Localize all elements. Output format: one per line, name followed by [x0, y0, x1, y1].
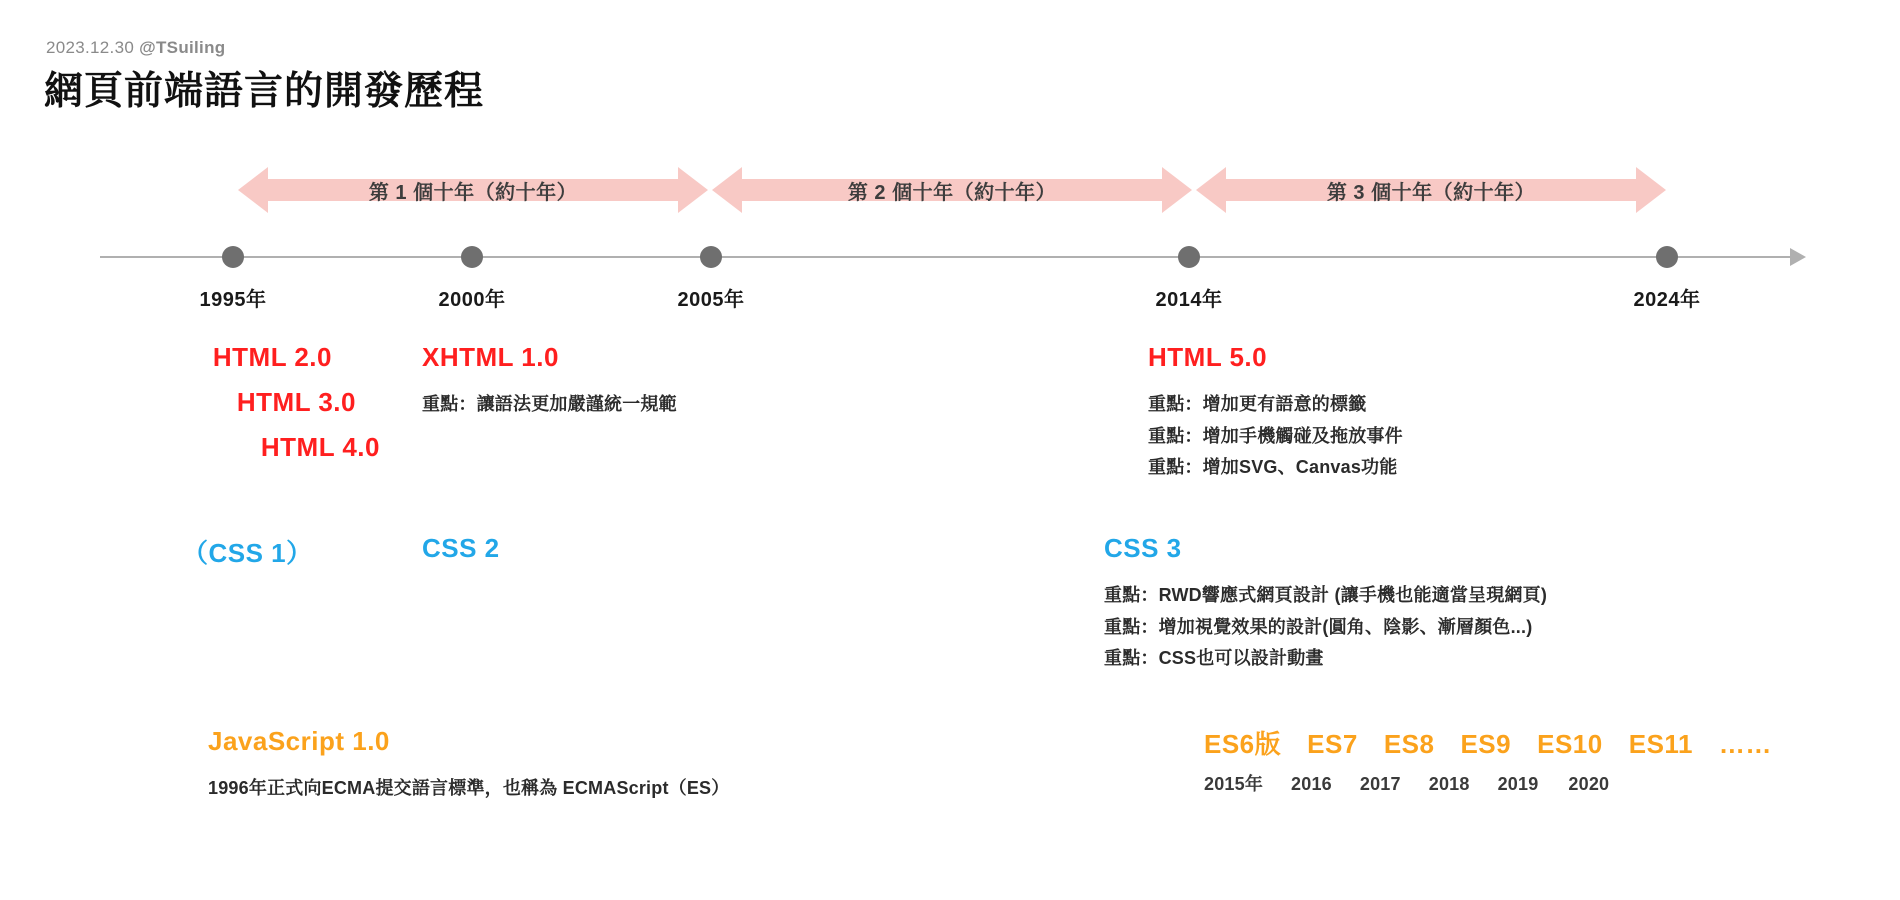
es-version-label: ES10 [1537, 729, 1603, 759]
timeline-year-label: 2005年 [677, 289, 745, 311]
decade-band-3 [1196, 165, 1666, 215]
css3-note: 重點：增加視覺效果的設計(圓角、陰影、漸層顏色...) [1104, 616, 1533, 637]
html5-version-label: HTML 5.0 [1148, 342, 1268, 372]
css3-label: CSS 3 [1104, 533, 1182, 563]
decade-band-2 [712, 165, 1192, 215]
timeline-dot [461, 246, 483, 268]
html5-note: 重點：增加手機觸碰及拖放事件 [1148, 425, 1403, 446]
css2-group [422, 533, 500, 564]
timeline-arrow-icon [1790, 248, 1806, 266]
css3-note: 重點：CSS也可以設計動畫 [1104, 648, 1324, 668]
javascript-group [208, 726, 729, 805]
es-year-label: 2017 [1359, 774, 1401, 794]
es-year-label: 2020 [1568, 774, 1610, 794]
meta-date: 2023.12.30 [46, 38, 135, 57]
es-version-row [1204, 724, 1772, 761]
timeline-year-label: 2000年 [438, 289, 506, 311]
xhtml-note: 重點：讓語法更加嚴謹統一規範 [422, 394, 677, 414]
javascript-version-label: JavaScript 1.0 [208, 726, 390, 756]
html-version-label: HTML 4.0 [260, 432, 380, 462]
css2-label: CSS 2 [422, 533, 500, 563]
timeline-year-label: 2014年 [1155, 289, 1223, 311]
css1-group [182, 533, 313, 570]
css3-note: 重點：RWD響應式網頁設計 (讓手機也能適當呈現網頁) [1104, 585, 1548, 605]
css3-group [1104, 533, 1547, 675]
timeline-dot [700, 246, 722, 268]
es-year-row [1204, 770, 1609, 796]
timeline-year-label: 1995年 [199, 289, 267, 311]
page-title: 網頁前端語言的開發歷程 [44, 70, 485, 113]
timeline-dot [1178, 246, 1200, 268]
es-version-label: ES9 [1460, 729, 1512, 759]
css1-label: （CSS 1） [182, 538, 313, 568]
timeline-dot [222, 246, 244, 268]
es-version-label: ES7 [1307, 729, 1358, 759]
xhtml-2000-group [422, 342, 677, 421]
html-version-label: HTML 3.0 [236, 387, 356, 417]
timeline-year-label: 2024年 [1633, 289, 1701, 311]
decade-band-label: 第 2 個十年（約十年） [847, 181, 1057, 204]
es-year-label: 2019 [1497, 774, 1539, 794]
html-1995-group [0, 342, 380, 463]
es-version-label: ES6版 [1204, 729, 1282, 759]
html5-note: 重點：增加SVG、Canvas功能 [1148, 457, 1398, 477]
es-version-label: ES8 [1383, 729, 1435, 759]
html5-2014-group [1148, 342, 1403, 484]
es-version-label: ES11 [1628, 729, 1693, 759]
meta-line [46, 38, 225, 58]
timeline-axis [100, 256, 1800, 258]
html-version-label: HTML 2.0 [212, 342, 332, 372]
timeline-dot [1656, 246, 1678, 268]
es-year-label: 2018 [1428, 774, 1470, 794]
es-year-label: 2016 [1291, 774, 1332, 794]
decade-band-label: 第 1 個十年（約十年） [368, 181, 578, 204]
decade-band-1 [238, 165, 708, 215]
es-version-label: …… [1718, 729, 1772, 759]
javascript-note: 1996年正式向ECMA提交語言標準，也稱為 ECMAScript（ES） [208, 778, 730, 798]
meta-handle: @TSuiling [139, 38, 226, 57]
xhtml-version-label: XHTML 1.0 [422, 342, 559, 372]
html5-note: 重點：增加更有語意的標籤 [1148, 394, 1367, 414]
es-year-label: 2015年 [1204, 774, 1264, 794]
decade-band-label: 第 3 個十年（約十年） [1326, 181, 1536, 204]
